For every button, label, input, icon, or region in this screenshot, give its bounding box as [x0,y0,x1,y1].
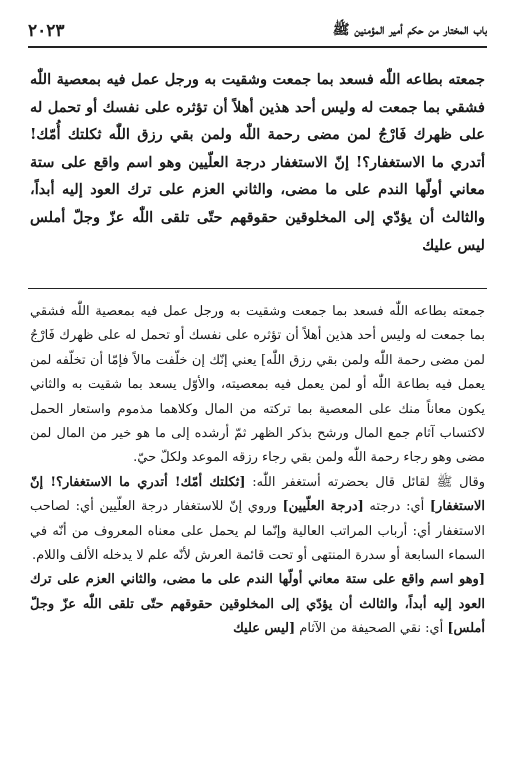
quoted-text: [ليس عليك [233,621,296,637]
page-number: ٢٠٢٣ [28,21,65,41]
commentary-paragraph-3 [30,568,485,641]
running-header [28,18,487,44]
commentary-paragraph-1: جمعته بطاعه اللّٰه فسعد بما جمعت وشقيت به ورجل عمل فيه بمعصية اللّٰه فشقي بما جمعت له وليس أحد هذين أهلاً أن تؤثره على نفسك أو تحمل له على ظهرك فَارْجُ لمن مضى رحمة اللّٰه ولمن بقي رزق اللّٰه] يعني إنّك إن خلّفت مالاً فإمّا أن تخلّفه لمن يعمل فيه بطاعة اللّٰه أو لمن يعمل فيه بمعصيته، والأوّل يسعد بما شقيت به والثاني يكون معاناً منك على المعصية بما تركته من المال وكلاهما مذموم واستعار الحمل لاكتساب آثام جمع المال ورشح بذكر الظهر ثمّ أرشده إلى ما هو خير من المال لمن مضى وهو رجاء رحمة اللّٰه ولمن بقي رجاء رزقه الموعد ولكلّ حيّ. [30,304,485,466]
quoted-text: [درجة العلّيين] [282,499,364,515]
commentary-divider [28,288,487,289]
header-divider [28,46,487,48]
commentary-block [30,300,485,642]
main-text: جمعته بطاعه اللّٰه فسعد بما جمعت وشقيت به ورجل عمل فيه بمعصية اللّٰه فشقي بما جمعت له وليس أحد هذين أهلاً أن تؤثره على نفسك أو تحمل له على ظهرك فَارْجُ لمن مضى رحمة اللّٰه ولمن بقي رزق اللّٰه ثكلتك أُمّك! أتدري ما الاستغفار؟! إنّ الاستغفار درجة العلّيين وهو اسم واقع على ستة معاني أولّها الندم على ما مضى، والثاني العزم على ترك العود إليه أبداً، والثالث أن يؤدّي إلى المخلوقين حقوقهم حتّى تلقى اللّٰه عزّ وجلّ أملس ليس عليك [30,71,485,254]
quoted-text: [وهو اسم واقع على ستة معاني أولّها الندم على ما مضى، والثاني العزم على ترك العود إليه أبداً، والثالث أن يؤدّي إلى المخلوقين حقوقهم حتّى تلقى اللّٰه عزّ وجلّ أملس] [30,572,485,637]
quoted-text: [ثكلتك أمّك! أتدري ما الاستغفار؟! إنّ الاستغفار] [30,474,485,515]
commentary-paragraph-2 [30,471,485,569]
commentary-text: وروي إنّ للاستغفار درجة العلّيين أي: لصاحب الاستغفار أي: أرباب المراتب العالية وإنّما لم يحمل على معناه المعروف من أنّه في السماء السابعة أو سدرة المنتهى أو تحت قائمة العرش لأنّه علم لا يدخله الألف واللام. [30,499,485,564]
chapter-title: باب المختار من حكم أمير المؤمنين ﷺ [332,22,487,38]
main-text-block [30,66,485,259]
commentary-text: أي: درجته [363,499,430,515]
commentary-text: وقال ﷺ لقائل قال بحضرته أستغفر اللّٰه: [245,474,485,490]
commentary-text: أي: نقي الصحيفة من الآثام [295,621,448,637]
